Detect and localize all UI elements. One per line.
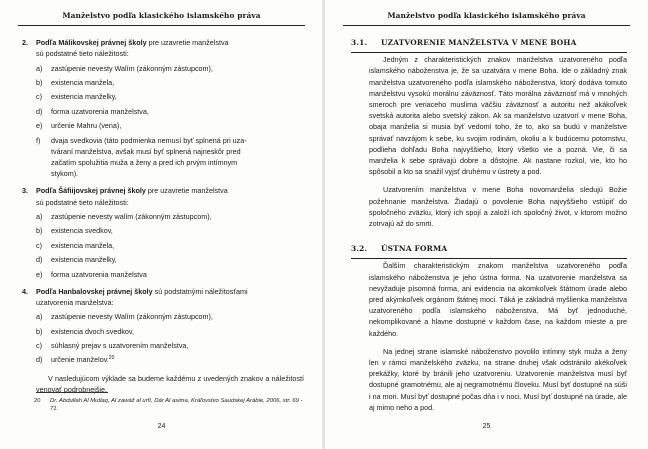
sub-text: dvaja svedkovia (táto podmienka nemusí byť splnená pri uza- (51, 135, 247, 145)
left-body (22, 37, 304, 395)
sub-text: zastúpenie nevesty walím (zákonným zástupcom), (51, 211, 212, 221)
sub-item (36, 254, 304, 265)
sub-text: stykom). (51, 169, 79, 179)
sub-letter: a) (36, 211, 43, 221)
sub-letter: c) (36, 341, 42, 351)
footnote (36, 397, 304, 413)
sub-text: zastúpenie nevesty Walím (zákonným zástupcom), (51, 312, 213, 322)
right-body (351, 37, 627, 413)
sub-item (36, 240, 304, 251)
sub-letter: b) (36, 326, 43, 336)
list-item-3 (22, 185, 304, 196)
item-continuation: sú podstatné tieto náležitosti: (36, 49, 129, 59)
sub-text: určenie Mahru (vena), (51, 121, 122, 131)
section-rule (351, 52, 627, 53)
paragraph: Na jednej strane islamské náboženstvo povolilo intímny styk muža a ženy len v rámci manželského zväzku, na strane druhej však odstránilo akékoľvek prekážky, ktoré by bránili jeho uzatvoreniu. Uzatvorenie manželstva musí byť dostupné gramotnému, ale aj negramotnému človeku. Musí byť dostupné na súši i na mori. Musí byť dostupné počas dňa i v noci. Musí byť dostupné na úrade, ale aj mimo neho a pod. (369, 346, 627, 412)
right-page (325, 0, 648, 449)
sub-item-continuation (36, 157, 304, 168)
section-number: 3.1. (351, 38, 368, 47)
page-number-left: 24 (157, 423, 166, 430)
sub-letter: b) (36, 77, 43, 87)
item-title: Podľa Málikovskej právnej školy (36, 38, 147, 47)
sub-letter: c) (36, 92, 42, 102)
list-item-4 (22, 286, 304, 297)
sub-item (36, 77, 304, 88)
sub-item (36, 120, 304, 131)
sub-text: určenie manželov. (51, 355, 109, 365)
sub-item (36, 91, 304, 102)
sub-text: existencia manžela, (51, 77, 115, 87)
sub-item (36, 106, 304, 117)
sub-letter: d) (36, 255, 43, 265)
sub-letter: b) (36, 226, 43, 236)
sub-item (36, 354, 304, 365)
sub-item (36, 211, 304, 222)
item-number: 3. (22, 186, 28, 196)
sub-letter: c) (36, 240, 42, 250)
sub-item-continuation (36, 168, 304, 179)
sub-letter: d) (36, 355, 43, 365)
header-rule-left (18, 25, 305, 26)
sub-text: existencia svedkov, (51, 226, 113, 236)
item-text: pre uzavretie manželstva (146, 38, 229, 47)
header-rule-right (343, 25, 630, 26)
sub-item (36, 269, 304, 280)
item-title: Podľa Hanbalovskej právnej školy (36, 286, 153, 296)
sub-item (36, 225, 304, 236)
sub-item (36, 311, 304, 322)
sub-text: začatím spolužitia muža a ženy a pred ich prvým intímnym (51, 157, 238, 167)
paragraph: Ďalším charakteristickým znakom manželstva uzatvoreného podľa islamského náboženstva je jeho ústna forma. Na uzatvorenie manželstva sa nevyžaduje písomná forma, ani evidencia na akomkoľvek štátnom úrade alebo pred akýmkoľvek orgánom štátnej moci. Táká je základná myšlienka manželstva uzatvoreného podľa islamského náboženstva. Má byť jednoduché, nekomplikované a hlavne dostupné v každom čase, na každom mieste a pre každého. (369, 261, 627, 338)
item-continuation: uzatvorenia manželstva: (36, 297, 114, 307)
sub-text: forma uzatvorenia manželstva, (51, 106, 149, 116)
left-page (0, 0, 323, 449)
section-heading (351, 37, 627, 48)
sub-item (36, 135, 304, 146)
sub-letter: e) (36, 121, 43, 131)
sub-text: zastúpenie nevesty Walím (zákonným zástupcom), (51, 63, 213, 73)
footnote-text: Dr. Abdullah Al Mutlaq, Al zawáž al urfí, Dár Al asima, Kráľovstvo Saudskej Arábie, 2006, str. 69 - 71. (50, 398, 303, 413)
sub-letter: e) (36, 269, 43, 279)
sub-letter: a) (36, 312, 43, 322)
sub-text: súhlasný prejav s uzatvorením manželstva, (51, 341, 189, 351)
footnote-reference: 20 (108, 355, 115, 362)
sub-text: forma uzatvorenia manželstva (51, 269, 147, 279)
footnote-number: 20 (34, 398, 41, 404)
sub-text: tváraní manželstva, avšak musí byť splnená najneskôr pred (51, 146, 241, 156)
sub-text: existencia manželky, (51, 92, 117, 102)
paragraph: Jedným z charakteristických znakov manželstva uzatvoreného podľa islamského náboženstva je, že sa uzatvára v mene Boha. Ide o základný znak manželstva uzatvoreného podľa islamského náboženstva, ktorý dodáva tomuto manželstvu vysokú morálnu záväznosť. Táto morálna záväznosť má v mnohých smeroch pre veriaceho muslima väčšiu záväznosť a autoritu než akákoľvek svetská autorita alebo svetský zákon. Ak sa manželstvo uzatvorí v mene Boha, obaja manželia si musia byť vedomí toho, že to, ako sa budú v manželstve správať navzájom k sebe, ku svojim rodinám, okoliu a k budúcemu potomstvu, podlieha dohľadu Boha najvyššieho, ktorý všetko vie a pozná. Vie, či sa manželia k sebe správajú dobre a dôstojne. Ak nastane rozkol, vie, kto ho spôsobil a kto sa snažil vyjsť druhému v ústrety a pod. (369, 55, 627, 177)
item-number: 4. (22, 286, 28, 296)
item-number: 2. (22, 38, 28, 47)
section-title: UZATVORENIE MANŽELSTVA V MENE BOHA (381, 38, 577, 47)
sub-text: existencia dvoch svedkov, (51, 326, 134, 336)
item-text: sú podstatnými náležitosťami (152, 286, 248, 296)
section-title: ÚSTNA FORMA (381, 244, 448, 254)
sub-text: existencia manželky, (51, 255, 117, 265)
item-text: pre uzavretie manželstva (145, 186, 228, 196)
closing-paragraph: V nasledujúcom výklade sa budeme každému z uvedených znakov a náležitostí venovať podrobnejšie. (36, 373, 304, 394)
paragraph: Uzatvorením manželstva v mene Boha novomanželia sledujú Božie požehnanie manželstva. Žiadajú o povolenie Boha najvyššieho vstúpiť do spoločného zväzku, ktorý ich spojí a založí ich spoločný život, v ktorom možno zotrvajú až do smrti. (369, 185, 627, 229)
sub-item (36, 63, 304, 74)
item-continuation: sú podstatné tieto náležitosti: (36, 197, 129, 207)
running-head-right: Manželstvo podľa klasického islamského práva (387, 11, 586, 20)
sub-item-continuation (36, 146, 304, 157)
list-item-2 (22, 37, 304, 48)
section-number: 3.2. (351, 244, 368, 254)
footnote-rule (36, 392, 108, 393)
sub-letter: d) (36, 106, 43, 116)
sub-item (36, 326, 304, 337)
sub-item (36, 340, 304, 351)
section-rule (351, 258, 627, 259)
running-head-left: Manželstvo podľa klasického islamského práva (62, 11, 261, 20)
sub-letter: f) (36, 135, 41, 145)
section-heading (351, 243, 627, 254)
item-title: Podľa Šáfiijovskej právnej školy (36, 186, 146, 196)
page-number-right: 25 (482, 423, 491, 430)
sub-letter: a) (36, 63, 43, 73)
sub-text: existencia manžela, (51, 240, 115, 250)
